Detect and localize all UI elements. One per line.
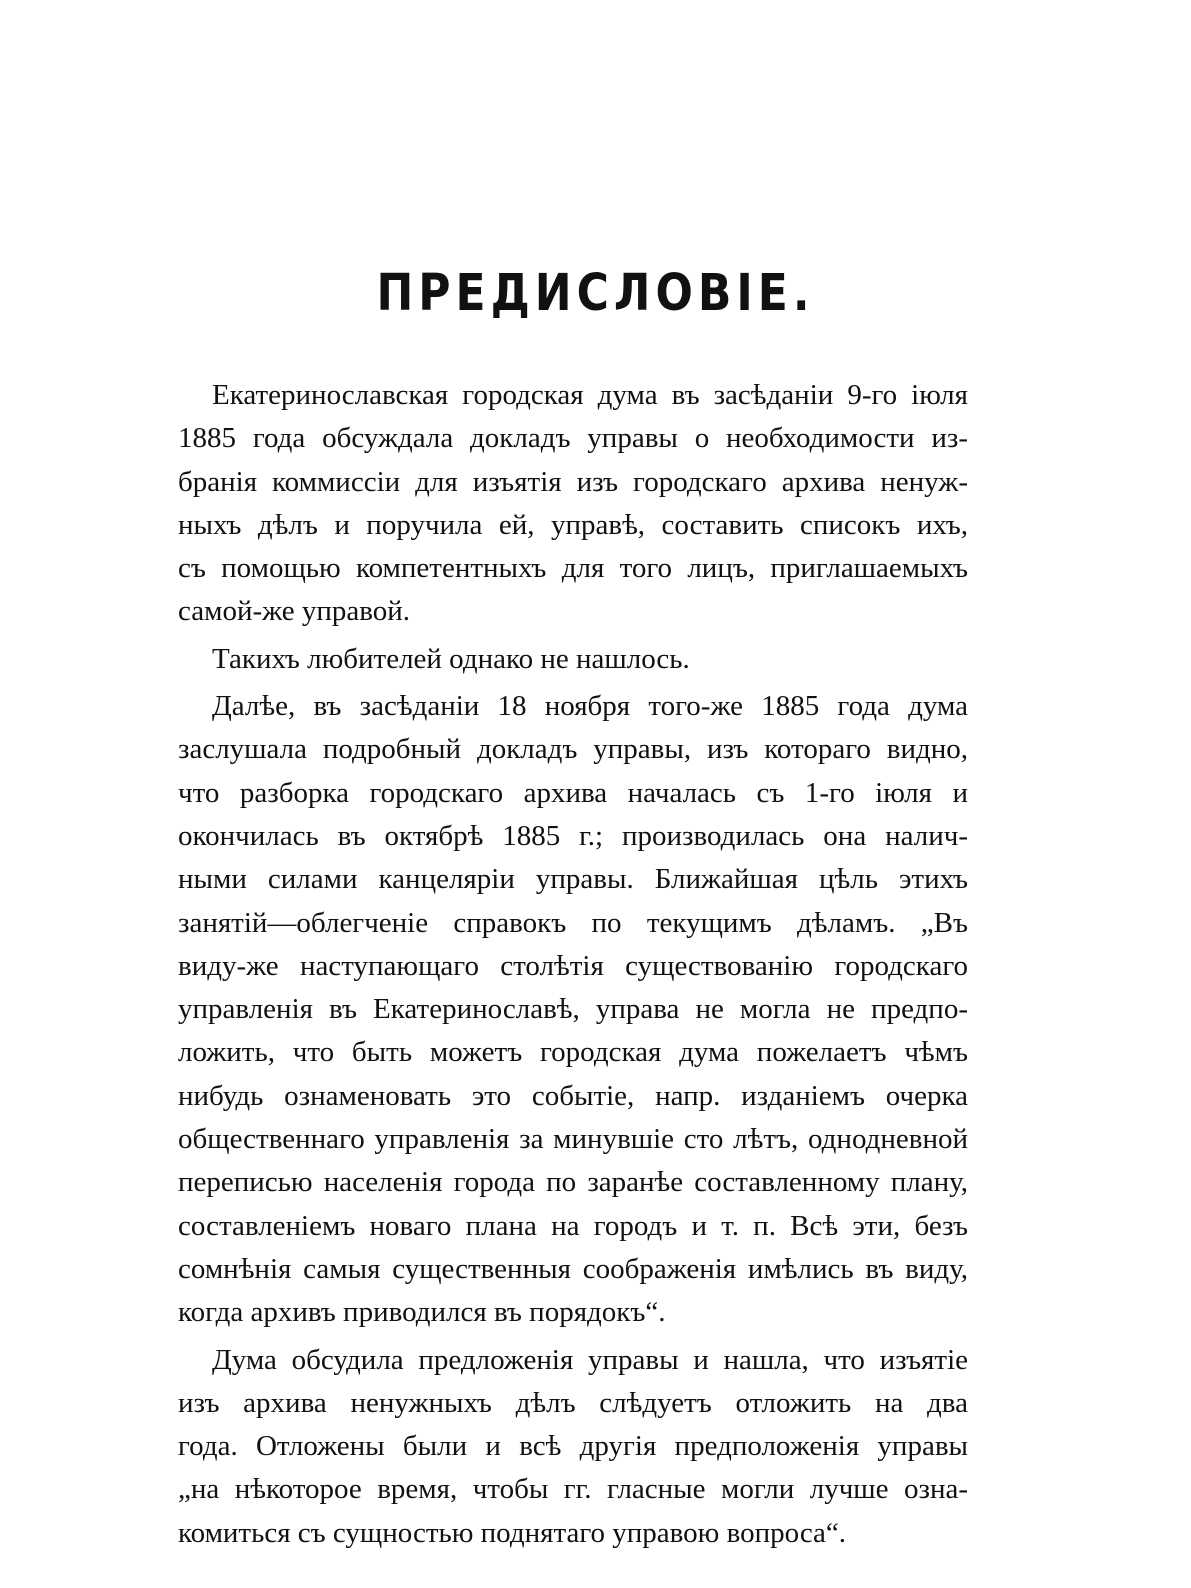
text-line: окончилась въ октябрѣ 1885 г.; производилась она налич- [178,819,968,852]
text-line: переписью населенія города по заранѣе составленному плану, [178,1166,968,1199]
text-line: Екатеринославская городская дума въ засѣданіи 9-го іюля [212,379,968,411]
text-line: ложить, что быть можетъ городская дума пожелаетъ чѣмъ [178,1036,968,1069]
text-line: Такихъ любителей однако не нашлось. [212,642,690,675]
paragraph [178,1339,968,1555]
text-line: заслушала подробный докладъ управы, изъ котораго видно, [178,733,968,766]
text-line: изъ архива ненужныхъ дѣлъ слѣдуетъ отложить на два [178,1386,968,1419]
text-line: бранія коммиссіи для изъятія изъ городскаго архива ненуж- [178,465,968,498]
text-line: составленіемъ новаго плана на городъ и т. п. Всѣ эти, безъ [178,1209,968,1242]
body-text [178,374,968,1555]
text-line: занятій—облегченіе справокъ по текущимъ дѣламъ. „Въ [178,906,968,939]
text-line: съ помощью компетентныхъ для того лицъ, приглашаемыхъ [178,552,968,585]
paragraph [178,374,968,634]
text-line: „на нѣкоторое время, чтобы гг. гласные могли лучше озна- [178,1473,968,1506]
text-line: общественнаго управленія за минувшіе сто лѣтъ, однодневной [178,1123,968,1156]
text-line: виду-же наступающаго столѣтія существованію городскаго [178,949,968,982]
text-line: когда архивъ приводился въ порядокъ“. [178,1296,666,1329]
text-line: ныхъ дѣлъ и поручила ей, управѣ, составить списокъ ихъ, [178,508,968,541]
paragraph [178,685,968,1334]
text-line: сомнѣнія самыя существенныя соображенія имѣлись въ виду, [178,1252,968,1285]
text-line: что разборка городскаго архива началась съ 1-го іюля и [178,776,968,809]
text-line: нибудь ознаменовать это событіе, напр. изданіемъ очерка [178,1079,968,1112]
text-line: управленія въ Екатеринославѣ, управа не могла не предпо- [178,993,968,1026]
page-title: ПРЕДИСЛОВІЕ. [376,264,815,323]
text-line: Далѣе, въ засѣданіи 18 ноября того-же 1885 года дума [212,690,968,723]
text-line: комиться съ сущностью поднятаго управою вопроса“. [178,1516,847,1549]
text-line: ными силами канцеляріи управы. Ближайшая цѣль этихъ [178,863,968,896]
text-line: 1885 года обсуждала докладъ управы о необходимости из- [178,422,968,455]
paragraph [178,638,968,681]
text-line: самой-же управой. [178,595,411,628]
text-line: Дума обсудила предложенія управы и нашла, что изъятіе [212,1343,968,1376]
text-line: года. Отложены были и всѣ другія предположенія управы [178,1430,968,1463]
